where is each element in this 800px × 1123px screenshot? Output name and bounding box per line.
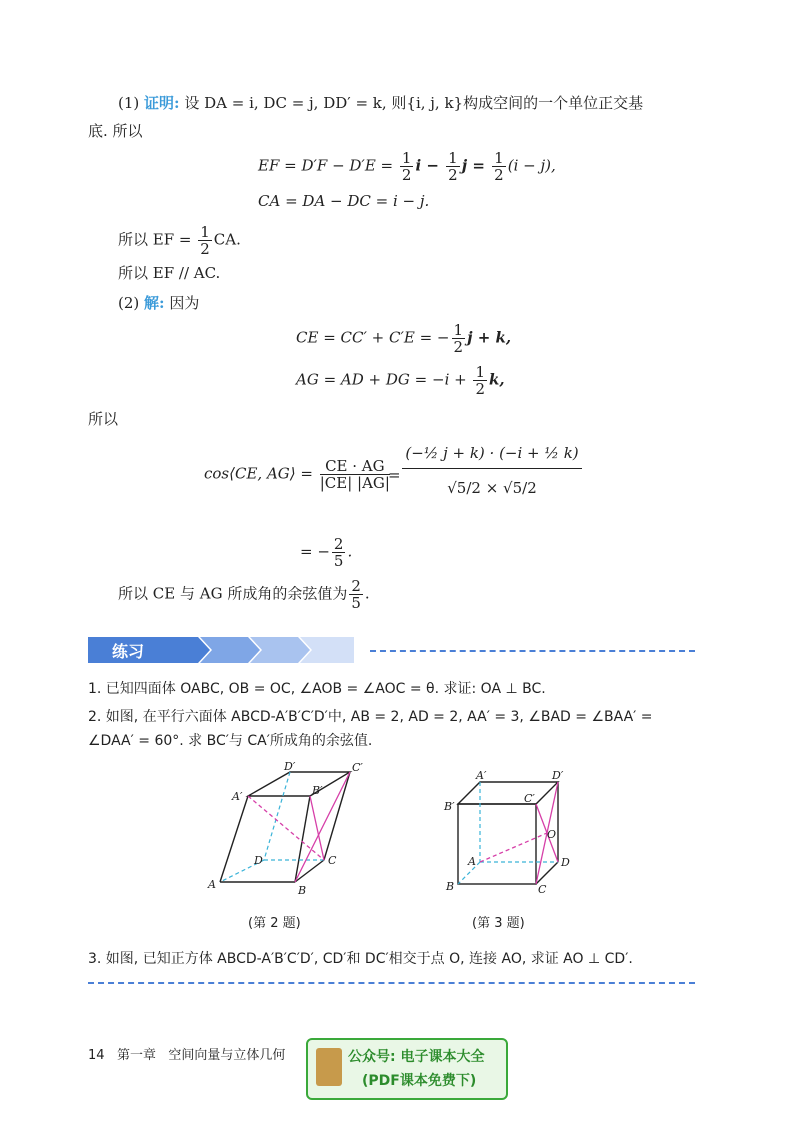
cos-numerator: (−½ j + k) · (−i + ½ k): [402, 444, 582, 469]
cos-lhs: cos⟨CE, AG⟩ = $\frac{CE \cdot AG}{|CE| |AG|}$: [204, 457, 390, 492]
part1-text: 设 DA = i, DC = j, DD′ = k, 则{i, j, k}构成空间的一个单位正交基: [184, 94, 644, 112]
so-ef-ca: 所以 EF = $\frac{1}{2}$ CA.: [118, 223, 241, 258]
frac: $\frac{1}{2}$: [200, 223, 210, 258]
frac: $\frac{1}{2}$: [453, 321, 464, 356]
solution-label: 解:: [144, 294, 165, 312]
chapter-title: 空间向量与立体几何: [168, 1048, 286, 1063]
cos-big-frac: [402, 444, 582, 497]
equation-ef: [258, 150, 556, 183]
equation-ca: CA = DA − DC = i − j.: [258, 192, 430, 210]
dashed-divider-bottom: [88, 982, 695, 984]
label-d: D: [561, 856, 570, 869]
part-number: (1): [118, 94, 140, 112]
label-d-prime: D′: [284, 760, 296, 773]
frac: $\frac{2}{5}$: [333, 535, 344, 570]
label-c-prime: C′: [524, 792, 535, 805]
cos-denominator: √5/2 × √5/2: [447, 479, 537, 497]
label-c-prime: C′: [352, 761, 363, 774]
page-number: 14: [88, 1048, 105, 1063]
exercise-1: 1. 已知四面体 OABC, OB = OC, ∠AOB = ∠AOC = θ. 求证: OA ⊥ BC.: [88, 681, 546, 697]
frac: $\frac{1}{2}$: [401, 149, 412, 184]
cos-frac: $\frac{CE \cdot AG}{|CE| |AG|}$: [319, 457, 390, 492]
frac: $\frac{1}{2}$: [475, 363, 486, 398]
exercise-3: 3. 如图, 已知正方体 ABCD-A′B′C′D′, CD′和 DC′相交于点 O, 连接 AO, 求证 AO ⊥ CD′.: [88, 951, 633, 967]
equation-ce: CE = CC′ + C′E = − $\frac{1}{2}$ j + k,: [296, 321, 512, 356]
label-b-prime: B′: [444, 800, 455, 813]
proof-label: 证明:: [144, 94, 180, 112]
so-parallel: 所以 EF // AC.: [118, 264, 221, 282]
label-b: B: [298, 884, 307, 895]
book-icon: [316, 1048, 342, 1086]
label-a: A: [468, 855, 476, 868]
frac: $\frac{1}{2}$: [448, 149, 458, 184]
part1-line1: [118, 92, 643, 114]
figure-parallelepiped: [200, 760, 370, 895]
page-footer: [88, 1044, 285, 1063]
label-a: A: [208, 878, 216, 891]
label-c: C: [538, 883, 547, 895]
practice-title: 练习: [112, 642, 145, 661]
figure-caption-2: (第 2 题): [248, 916, 301, 931]
badge-line2: (PDF课本免费下): [362, 1073, 477, 1089]
chapter-label: 第一章: [116, 1048, 156, 1063]
label-d-prime: D′: [552, 770, 564, 782]
exercise-2-line1: 2. 如图, 在平行六面体 ABCD-A′B′C′D′中, AB = 2, AD = 2, AA′ = 3, ∠BAD = ∠BAA′ =: [88, 709, 653, 725]
part1-line2: 底. 所以: [88, 122, 143, 140]
equals-sign: =: [388, 466, 401, 484]
label-a-prime: A′: [476, 770, 487, 782]
part2-line1: (2) 解: 因为: [118, 294, 200, 312]
figure-caption-3: (第 3 题): [472, 916, 525, 931]
frac: $\frac{2}{5}$: [351, 577, 361, 612]
label-o: O: [547, 828, 557, 841]
dashed-divider: [370, 650, 695, 652]
wechat-badge: [306, 1038, 508, 1100]
eq1-i: i −: [415, 156, 445, 175]
exercise-2-line2: ∠DAA′ = 60°. 求 BC′与 CA′所成角的余弦值.: [88, 733, 373, 749]
equation-ag: AG = AD + DG = −i + $\frac{1}{2}$ k,: [296, 363, 505, 398]
badge-line1: 公众号: 电子课本大全: [348, 1049, 485, 1065]
label-b: B: [446, 880, 455, 893]
label-c: C: [328, 854, 337, 867]
cos-result: = − $\frac{2}{5}$ .: [300, 535, 353, 570]
eq1-tail: (i − j),: [507, 156, 556, 175]
so-label: 所以: [88, 410, 119, 428]
label-b-prime: B′: [312, 784, 323, 797]
frac: $\frac{1}{2}$: [494, 149, 504, 184]
conclusion: 所以 CE 与 AG 所成角的余弦值为 $\frac{2}{5}$ .: [118, 577, 370, 612]
figure-cube: [440, 770, 580, 895]
label-d: D: [254, 854, 263, 867]
eq1-j: j =: [461, 156, 491, 175]
label-a-prime: A′: [232, 790, 243, 803]
eq1-lhs: EF = D′F − D′E =: [258, 156, 398, 175]
